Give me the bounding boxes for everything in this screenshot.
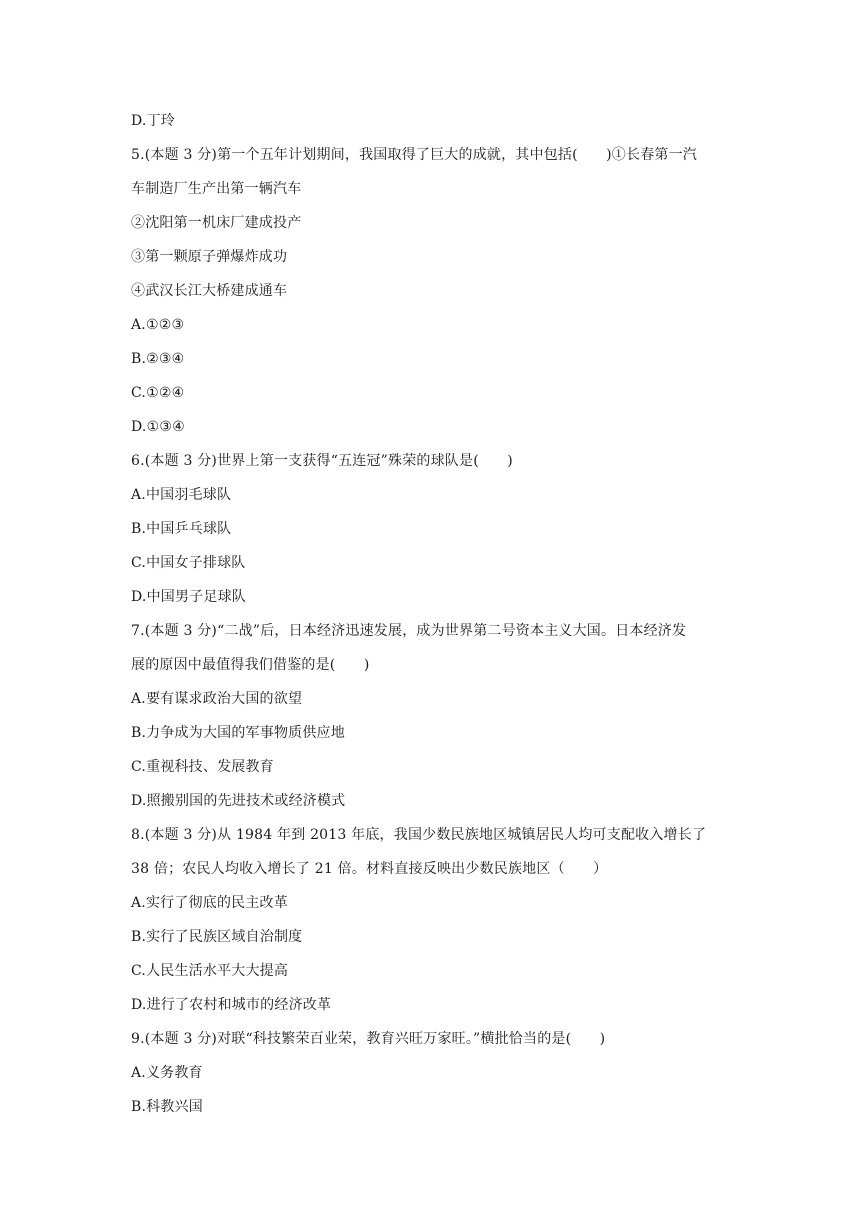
- question-6-option-c: C.中国女子排球队: [131, 555, 246, 571]
- question-9-option-b: B.科教兴国: [131, 1099, 203, 1115]
- question-5-item-2: ②沈阳第一机床厂建成投产: [131, 215, 302, 231]
- question-9-option-a: A.义务教育: [131, 1065, 203, 1081]
- question-7-option-c: C.重视科技、发展教育: [131, 759, 274, 775]
- question-8-option-b: B.实行了民族区域自治制度: [131, 929, 303, 945]
- question-6-stem: 6.(本题 3 分)世界上第一支获得“五连冠”殊荣的球队是( ): [131, 453, 513, 469]
- question-5-item-3: ③第一颗原子弹爆炸成功: [131, 249, 288, 265]
- question-7-stem-line-2: 展的原因中最值得我们借鉴的是( ): [131, 657, 370, 673]
- question-6-option-d: D.中国男子足球队: [131, 589, 246, 605]
- question-7-option-b: B.力争成为大国的军事物质供应地: [131, 725, 345, 741]
- question-5-option-c: C.①②④: [131, 385, 185, 401]
- question-5-stem-line-1: 5.(本题 3 分)第一个五年计划期间，我国取得了巨大的成就，其中包括( )①长春第一汽: [131, 147, 698, 163]
- question-7-stem-line-1: 7.(本题 3 分)“二战”后，日本经济迅速发展，成为世界第二号资本主义大国。日本经济发: [131, 623, 687, 639]
- document-page: [131, 104, 731, 1124]
- question-8-stem-line-1: 8.(本题 3 分)从 1984 年到 2013 年底，我国少数民族地区城镇居民人均可支配收入增长了: [131, 827, 707, 843]
- question-7-option-d: D.照搬别国的先进技术或经济模式: [131, 793, 346, 809]
- question-8-option-c: C.人民生活水平大大提高: [131, 963, 289, 979]
- option-d-q4: D.丁玲: [131, 113, 175, 129]
- question-8-option-d: D.进行了农村和城市的经济改革: [131, 997, 332, 1013]
- question-6-option-a: A.中国羽毛球队: [131, 487, 232, 503]
- question-7-option-a: A.要有谋求政治大国的欲望: [131, 691, 303, 707]
- question-5-option-d: D.①③④: [131, 419, 185, 435]
- question-9-stem: 9.(本题 3 分)对联“科技繁荣百业荣，教育兴旺万家旺。”横批恰当的是( ): [131, 1031, 606, 1047]
- question-5-item-4: ④武汉长江大桥建成通车: [131, 283, 288, 299]
- question-5-option-b: B.②③④: [131, 351, 185, 367]
- question-8-option-a: A.实行了彻底的民主改革: [131, 895, 288, 911]
- question-8-stem-line-2: 38 倍；农民人均收入增长了 21 倍。材料直接反映出少数民族地区（ ）: [131, 861, 608, 877]
- question-5-option-a: A.①②③: [131, 317, 185, 333]
- question-6-option-b: B.中国乒乓球队: [131, 521, 232, 537]
- question-5-stem-line-2: 车制造厂生产出第一辆汽车: [131, 181, 302, 197]
